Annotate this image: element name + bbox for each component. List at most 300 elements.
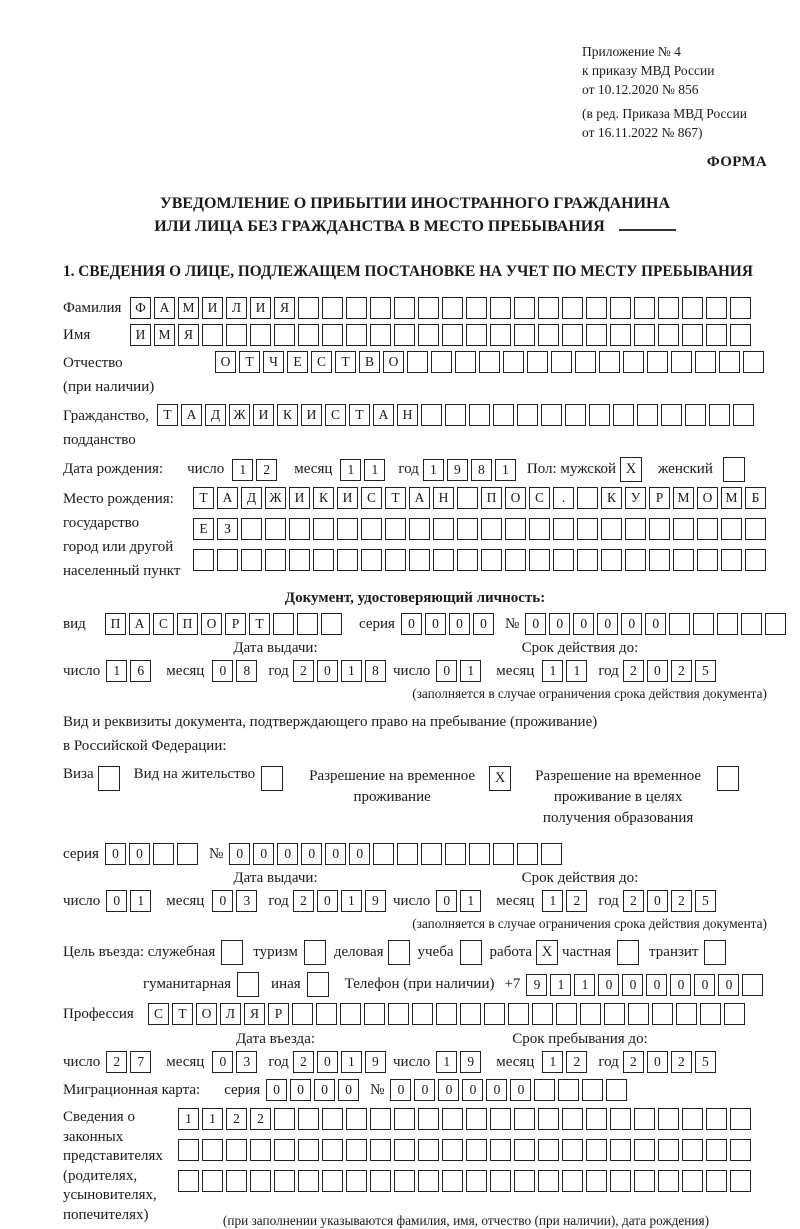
form-cell[interactable]: 2: [623, 1051, 644, 1073]
visa-checkbox[interactable]: [98, 766, 120, 791]
form-cell[interactable]: [226, 324, 247, 346]
form-cell[interactable]: [741, 613, 762, 635]
form-cell[interactable]: [445, 843, 466, 865]
form-cell[interactable]: [322, 1108, 343, 1130]
form-cell[interactable]: [178, 1139, 199, 1161]
form-cell[interactable]: С: [311, 351, 332, 373]
form-cell[interactable]: [658, 297, 679, 319]
form-cell[interactable]: [418, 1170, 439, 1192]
form-cell[interactable]: О: [196, 1003, 217, 1025]
form-cell[interactable]: [562, 1139, 583, 1161]
form-cell[interactable]: [733, 404, 754, 426]
form-cell[interactable]: [610, 324, 631, 346]
form-cell[interactable]: [669, 613, 690, 635]
form-cell[interactable]: [505, 518, 526, 540]
form-cell[interactable]: Ж: [229, 404, 250, 426]
form-cell[interactable]: [565, 404, 586, 426]
form-cell[interactable]: 2: [293, 890, 314, 912]
form-cell[interactable]: 0: [645, 613, 666, 635]
form-cell[interactable]: Т: [335, 351, 356, 373]
form-cell[interactable]: 0: [647, 890, 668, 912]
purpose-humanitarian-checkbox[interactable]: [237, 972, 259, 997]
form-cell[interactable]: [517, 404, 538, 426]
form-cell[interactable]: [298, 297, 319, 319]
form-cell[interactable]: [743, 351, 764, 373]
form-cell[interactable]: [241, 549, 262, 571]
form-cell[interactable]: [469, 843, 490, 865]
form-cell[interactable]: [553, 518, 574, 540]
form-cell[interactable]: [421, 843, 442, 865]
form-cell[interactable]: [250, 1139, 271, 1161]
purpose-other-checkbox[interactable]: [307, 972, 329, 997]
form-cell[interactable]: 1: [436, 1051, 457, 1073]
form-cell[interactable]: 0: [401, 613, 422, 635]
form-cell[interactable]: 1: [574, 974, 595, 996]
form-cell[interactable]: 0: [462, 1079, 483, 1101]
form-cell[interactable]: 1: [341, 890, 362, 912]
form-cell[interactable]: 0: [301, 843, 322, 865]
form-cell[interactable]: 0: [438, 1079, 459, 1101]
form-cell[interactable]: [697, 549, 718, 571]
form-cell[interactable]: А: [373, 404, 394, 426]
form-cell[interactable]: [373, 843, 394, 865]
form-cell[interactable]: [361, 518, 382, 540]
form-cell[interactable]: 1: [542, 660, 563, 682]
form-cell[interactable]: 0: [212, 890, 233, 912]
form-cell[interactable]: [558, 1079, 579, 1101]
form-cell[interactable]: [700, 1003, 721, 1025]
form-cell[interactable]: [418, 324, 439, 346]
form-cell[interactable]: 1: [423, 459, 444, 481]
form-cell[interactable]: [297, 613, 318, 635]
form-cell[interactable]: К: [601, 487, 622, 509]
form-cell[interactable]: [178, 1170, 199, 1192]
form-cell[interactable]: [273, 613, 294, 635]
form-cell[interactable]: [298, 1139, 319, 1161]
form-cell[interactable]: 0: [549, 613, 570, 635]
form-cell[interactable]: [481, 549, 502, 571]
form-cell[interactable]: 1: [460, 660, 481, 682]
form-cell[interactable]: 2: [671, 890, 692, 912]
form-cell[interactable]: А: [129, 613, 150, 635]
form-cell[interactable]: [575, 351, 596, 373]
form-cell[interactable]: [337, 549, 358, 571]
form-cell[interactable]: Н: [397, 404, 418, 426]
form-cell[interactable]: [580, 1003, 601, 1025]
form-cell[interactable]: [586, 1108, 607, 1130]
form-cell[interactable]: [599, 351, 620, 373]
form-cell[interactable]: [551, 351, 572, 373]
form-cell[interactable]: [289, 549, 310, 571]
form-cell[interactable]: [346, 297, 367, 319]
form-cell[interactable]: 0: [718, 974, 739, 996]
form-cell[interactable]: [442, 324, 463, 346]
form-cell[interactable]: [709, 404, 730, 426]
form-cell[interactable]: [250, 324, 271, 346]
form-cell[interactable]: [541, 843, 562, 865]
form-cell[interactable]: Б: [745, 487, 766, 509]
form-cell[interactable]: [442, 297, 463, 319]
form-cell[interactable]: Ф: [130, 297, 151, 319]
form-cell[interactable]: [265, 518, 286, 540]
form-cell[interactable]: М: [154, 324, 175, 346]
form-cell[interactable]: 2: [566, 1051, 587, 1073]
form-cell[interactable]: [582, 1079, 603, 1101]
form-cell[interactable]: Я: [244, 1003, 265, 1025]
form-cell[interactable]: [469, 404, 490, 426]
form-cell[interactable]: 8: [236, 660, 257, 682]
form-cell[interactable]: 0: [510, 1079, 531, 1101]
form-cell[interactable]: [445, 404, 466, 426]
form-cell[interactable]: [719, 351, 740, 373]
form-cell[interactable]: 9: [447, 459, 468, 481]
form-cell[interactable]: [730, 297, 751, 319]
form-cell[interactable]: [601, 518, 622, 540]
form-cell[interactable]: [321, 613, 342, 635]
form-cell[interactable]: 7: [130, 1051, 151, 1073]
form-cell[interactable]: Т: [349, 404, 370, 426]
form-cell[interactable]: З: [217, 518, 238, 540]
form-cell[interactable]: 0: [486, 1079, 507, 1101]
form-cell[interactable]: [682, 1139, 703, 1161]
form-cell[interactable]: [457, 518, 478, 540]
form-cell[interactable]: [433, 518, 454, 540]
form-cell[interactable]: 1: [364, 459, 385, 481]
form-cell[interactable]: 8: [365, 660, 386, 682]
form-cell[interactable]: [514, 1108, 535, 1130]
form-cell[interactable]: 2: [671, 1051, 692, 1073]
form-cell[interactable]: 0: [106, 890, 127, 912]
form-cell[interactable]: [202, 1139, 223, 1161]
form-cell[interactable]: 2: [226, 1108, 247, 1130]
form-cell[interactable]: [717, 613, 738, 635]
form-cell[interactable]: [394, 1170, 415, 1192]
form-cell[interactable]: Т: [157, 404, 178, 426]
form-cell[interactable]: [697, 518, 718, 540]
form-cell[interactable]: 0: [212, 1051, 233, 1073]
form-cell[interactable]: [460, 1003, 481, 1025]
form-cell[interactable]: 0: [573, 613, 594, 635]
form-cell[interactable]: Т: [385, 487, 406, 509]
form-cell[interactable]: О: [505, 487, 526, 509]
form-cell[interactable]: [527, 351, 548, 373]
form-cell[interactable]: [466, 1108, 487, 1130]
form-cell[interactable]: [490, 1170, 511, 1192]
form-cell[interactable]: 0: [317, 1051, 338, 1073]
form-cell[interactable]: [385, 518, 406, 540]
form-cell[interactable]: [316, 1003, 337, 1025]
form-cell[interactable]: [394, 324, 415, 346]
purpose-tourism-checkbox[interactable]: [304, 940, 326, 965]
form-cell[interactable]: [322, 1139, 343, 1161]
form-cell[interactable]: 0: [390, 1079, 411, 1101]
form-cell[interactable]: 5: [695, 660, 716, 682]
form-cell[interactable]: [385, 549, 406, 571]
form-cell[interactable]: [647, 351, 668, 373]
form-cell[interactable]: [274, 1139, 295, 1161]
form-cell[interactable]: [586, 297, 607, 319]
form-cell[interactable]: 1: [232, 459, 253, 481]
form-cell[interactable]: [529, 549, 550, 571]
form-cell[interactable]: [370, 324, 391, 346]
form-cell[interactable]: [490, 1108, 511, 1130]
form-cell[interactable]: [649, 518, 670, 540]
form-cell[interactable]: [340, 1003, 361, 1025]
sex-male-checkbox[interactable]: X: [620, 457, 642, 482]
form-cell[interactable]: А: [217, 487, 238, 509]
form-cell[interactable]: [409, 518, 430, 540]
form-cell[interactable]: 1: [340, 459, 361, 481]
form-cell[interactable]: [490, 297, 511, 319]
form-cell[interactable]: .: [553, 487, 574, 509]
form-cell[interactable]: 0: [449, 613, 470, 635]
form-cell[interactable]: М: [178, 297, 199, 319]
form-cell[interactable]: [407, 351, 428, 373]
form-cell[interactable]: П: [177, 613, 198, 635]
form-cell[interactable]: Я: [178, 324, 199, 346]
form-cell[interactable]: [604, 1003, 625, 1025]
form-cell[interactable]: [397, 843, 418, 865]
form-cell[interactable]: [765, 613, 786, 635]
form-cell[interactable]: [177, 843, 198, 865]
form-cell[interactable]: [658, 324, 679, 346]
form-cell[interactable]: [514, 1139, 535, 1161]
form-cell[interactable]: Ж: [265, 487, 286, 509]
form-cell[interactable]: 1: [550, 974, 571, 996]
form-cell[interactable]: [226, 1170, 247, 1192]
form-cell[interactable]: [706, 297, 727, 319]
form-cell[interactable]: [370, 1170, 391, 1192]
form-cell[interactable]: 0: [525, 613, 546, 635]
form-cell[interactable]: [455, 351, 476, 373]
form-cell[interactable]: [466, 1139, 487, 1161]
form-cell[interactable]: [346, 324, 367, 346]
form-cell[interactable]: [628, 1003, 649, 1025]
form-cell[interactable]: [421, 404, 442, 426]
form-cell[interactable]: Е: [287, 351, 308, 373]
form-cell[interactable]: М: [673, 487, 694, 509]
form-cell[interactable]: [490, 324, 511, 346]
form-cell[interactable]: Я: [274, 297, 295, 319]
form-cell[interactable]: [682, 1170, 703, 1192]
form-cell[interactable]: 0: [229, 843, 250, 865]
form-cell[interactable]: 2: [250, 1108, 271, 1130]
form-cell[interactable]: [493, 404, 514, 426]
form-cell[interactable]: [442, 1139, 463, 1161]
form-cell[interactable]: П: [105, 613, 126, 635]
form-cell[interactable]: 9: [460, 1051, 481, 1073]
form-cell[interactable]: [610, 1170, 631, 1192]
form-cell[interactable]: [322, 324, 343, 346]
form-cell[interactable]: С: [153, 613, 174, 635]
form-cell[interactable]: [514, 297, 535, 319]
form-cell[interactable]: О: [697, 487, 718, 509]
form-cell[interactable]: [586, 1139, 607, 1161]
purpose-work-checkbox[interactable]: X: [536, 940, 558, 965]
form-cell[interactable]: М: [721, 487, 742, 509]
form-cell[interactable]: [634, 297, 655, 319]
form-cell[interactable]: [721, 518, 742, 540]
form-cell[interactable]: [541, 404, 562, 426]
form-cell[interactable]: [298, 1170, 319, 1192]
form-cell[interactable]: [658, 1170, 679, 1192]
form-cell[interactable]: [370, 1108, 391, 1130]
form-cell[interactable]: 3: [236, 1051, 257, 1073]
form-cell[interactable]: 0: [129, 843, 150, 865]
form-cell[interactable]: [610, 1108, 631, 1130]
form-cell[interactable]: [493, 843, 514, 865]
form-cell[interactable]: Д: [205, 404, 226, 426]
form-cell[interactable]: 0: [436, 660, 457, 682]
form-cell[interactable]: [562, 1170, 583, 1192]
form-cell[interactable]: [274, 324, 295, 346]
form-cell[interactable]: 1: [495, 459, 516, 481]
purpose-transit-checkbox[interactable]: [704, 940, 726, 965]
form-cell[interactable]: [505, 549, 526, 571]
form-cell[interactable]: [490, 1139, 511, 1161]
form-cell[interactable]: [637, 404, 658, 426]
form-cell[interactable]: Р: [649, 487, 670, 509]
form-cell[interactable]: [730, 1108, 751, 1130]
form-cell[interactable]: [589, 404, 610, 426]
form-cell[interactable]: [658, 1108, 679, 1130]
form-cell[interactable]: Л: [220, 1003, 241, 1025]
form-cell[interactable]: [742, 974, 763, 996]
form-cell[interactable]: [682, 1108, 703, 1130]
form-cell[interactable]: 0: [277, 843, 298, 865]
form-cell[interactable]: [706, 1108, 727, 1130]
form-cell[interactable]: 5: [695, 1051, 716, 1073]
form-cell[interactable]: К: [313, 487, 334, 509]
form-cell[interactable]: 0: [647, 1051, 668, 1073]
form-cell[interactable]: [706, 1170, 727, 1192]
form-cell[interactable]: [745, 518, 766, 540]
form-cell[interactable]: [625, 518, 646, 540]
form-cell[interactable]: 5: [695, 890, 716, 912]
form-cell[interactable]: 0: [253, 843, 274, 865]
form-cell[interactable]: 1: [130, 890, 151, 912]
form-cell[interactable]: И: [130, 324, 151, 346]
purpose-business-checkbox[interactable]: [388, 940, 410, 965]
temp-residence-edu-checkbox[interactable]: [717, 766, 739, 791]
form-cell[interactable]: [529, 518, 550, 540]
form-cell[interactable]: 8: [471, 459, 492, 481]
form-cell[interactable]: [409, 549, 430, 571]
form-cell[interactable]: 0: [212, 660, 233, 682]
form-cell[interactable]: [671, 351, 692, 373]
form-cell[interactable]: 0: [425, 613, 446, 635]
form-cell[interactable]: 0: [646, 974, 667, 996]
form-cell[interactable]: [730, 1139, 751, 1161]
form-cell[interactable]: [673, 518, 694, 540]
form-cell[interactable]: [562, 1108, 583, 1130]
form-cell[interactable]: [289, 518, 310, 540]
form-cell[interactable]: [481, 518, 502, 540]
form-cell[interactable]: А: [409, 487, 430, 509]
form-cell[interactable]: [652, 1003, 673, 1025]
form-cell[interactable]: 1: [106, 660, 127, 682]
sex-female-checkbox[interactable]: [723, 457, 745, 482]
form-cell[interactable]: [346, 1108, 367, 1130]
form-cell[interactable]: О: [201, 613, 222, 635]
form-cell[interactable]: [274, 1170, 295, 1192]
form-cell[interactable]: [370, 297, 391, 319]
form-cell[interactable]: [418, 1108, 439, 1130]
form-cell[interactable]: [442, 1108, 463, 1130]
form-cell[interactable]: П: [481, 487, 502, 509]
form-cell[interactable]: [431, 351, 452, 373]
form-cell[interactable]: [193, 549, 214, 571]
form-cell[interactable]: [517, 843, 538, 865]
form-cell[interactable]: 1: [566, 660, 587, 682]
form-cell[interactable]: [514, 324, 535, 346]
form-cell[interactable]: [682, 324, 703, 346]
form-cell[interactable]: [433, 549, 454, 571]
form-cell[interactable]: 1: [341, 1051, 362, 1073]
form-cell[interactable]: [610, 1139, 631, 1161]
form-cell[interactable]: [346, 1139, 367, 1161]
form-cell[interactable]: 2: [566, 890, 587, 912]
form-cell[interactable]: [745, 549, 766, 571]
form-cell[interactable]: [418, 297, 439, 319]
form-cell[interactable]: 6: [130, 660, 151, 682]
form-cell[interactable]: 0: [317, 660, 338, 682]
form-cell[interactable]: [534, 1079, 555, 1101]
form-cell[interactable]: [202, 324, 223, 346]
form-cell[interactable]: [706, 324, 727, 346]
form-cell[interactable]: [457, 487, 478, 509]
form-cell[interactable]: [436, 1003, 457, 1025]
form-cell[interactable]: 2: [293, 1051, 314, 1073]
form-cell[interactable]: [361, 549, 382, 571]
form-cell[interactable]: 2: [623, 890, 644, 912]
form-cell[interactable]: Т: [239, 351, 260, 373]
form-cell[interactable]: [577, 549, 598, 571]
form-cell[interactable]: [514, 1170, 535, 1192]
form-cell[interactable]: Т: [172, 1003, 193, 1025]
form-cell[interactable]: [676, 1003, 697, 1025]
form-cell[interactable]: [313, 549, 334, 571]
form-cell[interactable]: [562, 324, 583, 346]
form-cell[interactable]: [466, 324, 487, 346]
form-cell[interactable]: Н: [433, 487, 454, 509]
form-cell[interactable]: [532, 1003, 553, 1025]
residence-permit-checkbox[interactable]: [261, 766, 283, 791]
form-cell[interactable]: А: [154, 297, 175, 319]
form-cell[interactable]: [322, 297, 343, 319]
form-cell[interactable]: [153, 843, 174, 865]
form-cell[interactable]: К: [277, 404, 298, 426]
form-cell[interactable]: [693, 613, 714, 635]
form-cell[interactable]: [466, 1170, 487, 1192]
temp-residence-checkbox[interactable]: X: [489, 766, 511, 791]
purpose-private-checkbox[interactable]: [617, 940, 639, 965]
form-cell[interactable]: 0: [317, 890, 338, 912]
form-cell[interactable]: 0: [622, 974, 643, 996]
form-cell[interactable]: Т: [193, 487, 214, 509]
form-cell[interactable]: [364, 1003, 385, 1025]
form-cell[interactable]: Р: [225, 613, 246, 635]
form-cell[interactable]: [217, 549, 238, 571]
form-cell[interactable]: [442, 1170, 463, 1192]
form-cell[interactable]: 1: [542, 1051, 563, 1073]
form-cell[interactable]: А: [181, 404, 202, 426]
form-cell[interactable]: 0: [694, 974, 715, 996]
form-cell[interactable]: [634, 1108, 655, 1130]
form-cell[interactable]: [274, 1108, 295, 1130]
form-cell[interactable]: [577, 487, 598, 509]
form-cell[interactable]: [610, 297, 631, 319]
